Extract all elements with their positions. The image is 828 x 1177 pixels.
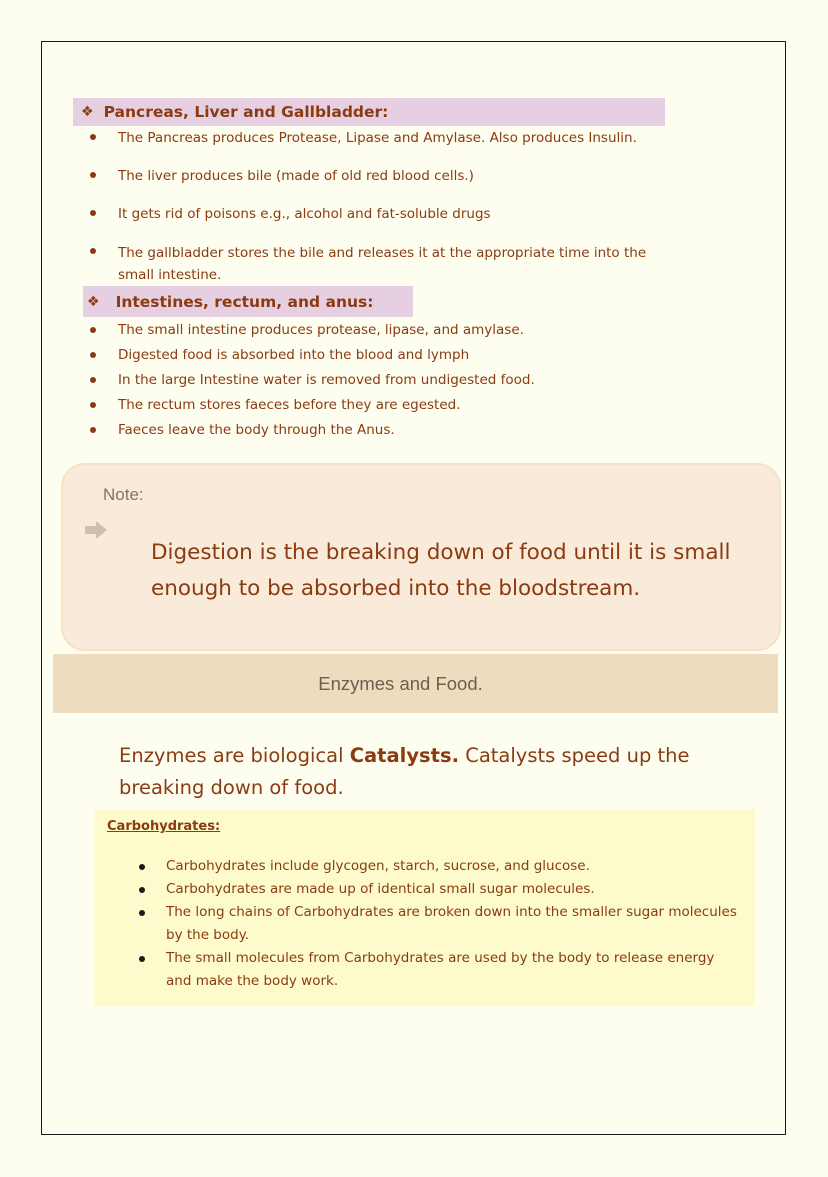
pancreas-list <box>90 128 680 286</box>
list-item <box>90 204 680 224</box>
section-heading-text: Intestines, rectum, and anus: <box>115 292 374 311</box>
bullet-dot-icon <box>90 377 96 383</box>
list-item-text: The rectum stores faeces before they are egested. <box>118 397 461 413</box>
list-item <box>90 393 680 418</box>
list-item-text: Faeces leave the body through the Anus. <box>118 422 395 438</box>
note-label: Note: <box>103 485 144 504</box>
bullet-dot-icon <box>90 402 96 408</box>
list-item <box>90 166 680 186</box>
list-item <box>90 343 680 368</box>
intro-text-before: Enzymes are biological <box>119 744 350 767</box>
enzymes-banner <box>53 654 778 713</box>
list-item <box>138 947 738 993</box>
section-heading-text: Pancreas, Liver and Gallbladder: <box>103 103 389 121</box>
list-item-text: In the large Intestine water is removed from undigested food. <box>118 372 535 388</box>
list-item-text: The small molecules from Carbohydrates are used by the body to release energy and make the body work. <box>166 950 715 989</box>
bullet-dot-icon <box>90 327 96 333</box>
bullet-dot-icon <box>139 864 145 870</box>
diamond-bullet-icon: ❖ <box>81 104 94 120</box>
bullet-dot-icon <box>90 248 96 254</box>
intro-text-after: Catalysts speed up the breaking down of food. <box>119 744 690 799</box>
section-heading-pancreas <box>73 98 665 126</box>
bullet-dot-icon <box>139 910 145 916</box>
bullet-dot-icon <box>90 427 96 433</box>
diamond-bullet-icon: ❖ <box>87 293 100 310</box>
carbohydrates-title: Carbohydrates: <box>107 819 221 834</box>
banner-title: Enzymes and Food. <box>318 672 483 694</box>
list-item <box>90 128 680 148</box>
intro-bold-term: Catalysts. <box>349 744 459 767</box>
carbohydrates-box <box>94 809 755 1006</box>
list-item <box>138 855 738 878</box>
list-item-text: The long chains of Carbohydrates are broken down into the smaller sugar molecules by the body. <box>166 904 737 943</box>
list-item-text: Digested food is absorbed into the blood and lymph <box>118 347 470 363</box>
list-item-text: The liver produces bile (made of old red blood cells.) <box>118 168 474 184</box>
list-item <box>90 318 680 343</box>
intestines-list <box>90 318 680 443</box>
section-heading-intestines <box>83 286 413 317</box>
arrow-right-icon <box>85 521 107 539</box>
list-item-text: The gallbladder stores the bile and releases it at the appropriate time into the small intestine. <box>118 245 647 283</box>
list-item <box>138 901 738 947</box>
note-box <box>61 463 781 651</box>
note-text: Digestion is the breaking down of food until it is small enough to be absorbed into the bloodstream. <box>151 540 731 601</box>
list-item <box>90 418 680 443</box>
bullet-dot-icon <box>139 887 145 893</box>
bullet-dot-icon <box>90 134 96 140</box>
intro-paragraph <box>119 740 759 804</box>
list-item <box>138 878 738 901</box>
list-item <box>90 368 680 393</box>
list-item-text: The small intestine produces protease, lipase, and amylase. <box>118 322 524 338</box>
bullet-dot-icon <box>90 210 96 216</box>
list-item-text: Carbohydrates are made up of identical small sugar molecules. <box>166 881 595 897</box>
bullet-dot-icon <box>139 956 145 962</box>
carbohydrates-list <box>138 855 738 993</box>
list-item <box>90 242 680 286</box>
list-item-text: It gets rid of poisons e.g., alcohol and fat-soluble drugs <box>118 206 491 222</box>
bullet-dot-icon <box>90 352 96 358</box>
list-item-text: The Pancreas produces Protease, Lipase and Amylase. Also produces Insulin. <box>118 130 637 146</box>
bullet-dot-icon <box>90 172 96 178</box>
list-item-text: Carbohydrates include glycogen, starch, sucrose, and glucose. <box>166 858 590 874</box>
